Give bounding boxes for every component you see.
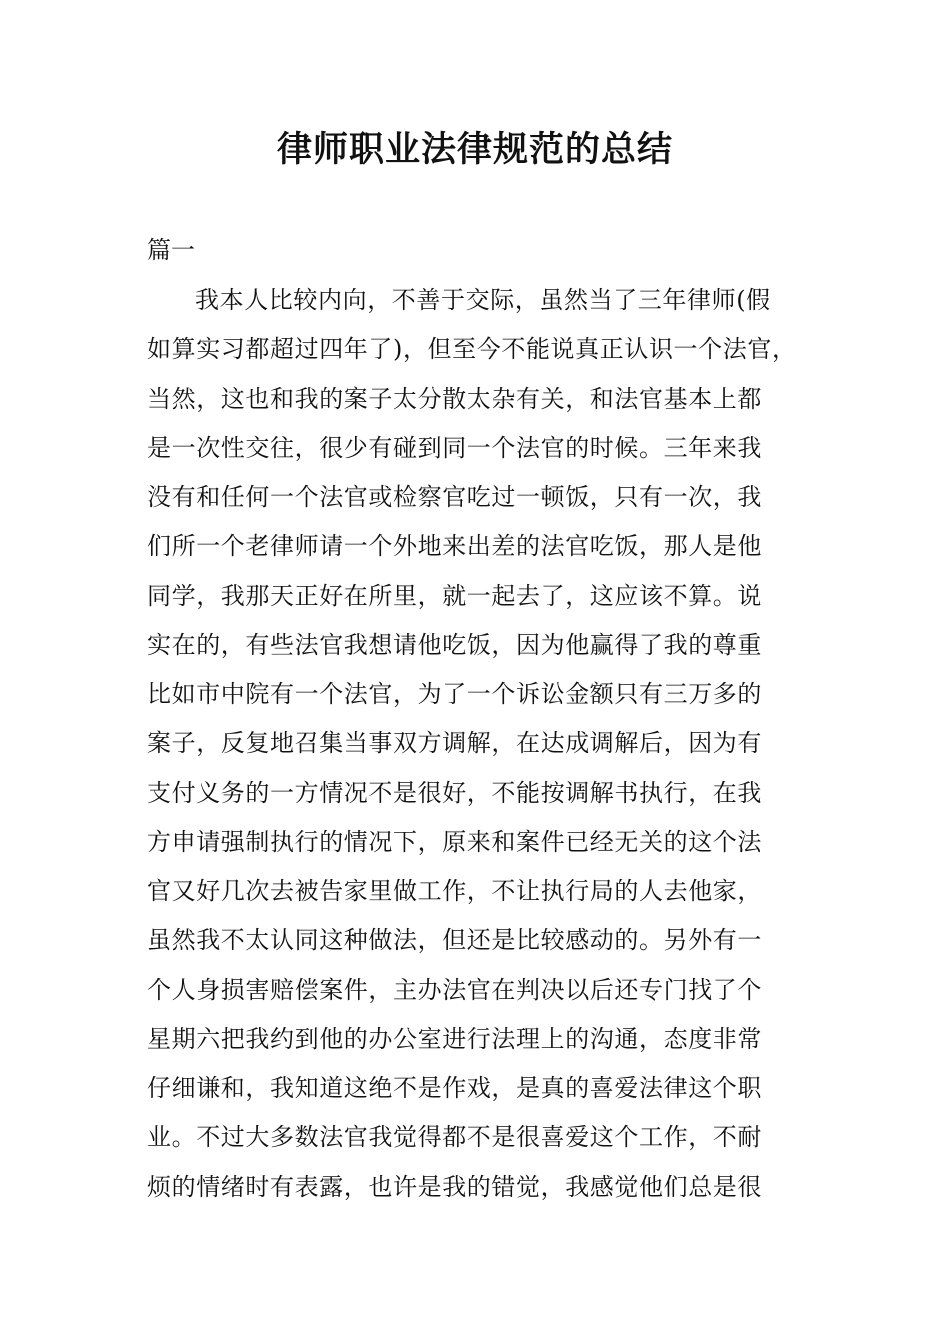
text-line: 星期六把我约到他的办公室进行法理上的沟通，态度非常 [147,1024,762,1053]
text-line: 我本人比较内向，不善于交际，虽然当了三年律师(假 [195,286,771,314]
text-line: 当然，这也和我的案子太分散太杂有关，和法官基本上都 [147,384,762,413]
text-line: 业。不过大多数法官我觉得都不是很喜爱这个工作，不耐 [147,1123,762,1152]
text-line: 仔细谦和，我知道这绝不是作戏，是真的喜爱法律这个职 [147,1074,762,1102]
text-line: 案子，反复地召集当事双方调解，在达成调解后，因为有 [147,729,762,758]
text-line: 如算实习都超过四年了)，但至今不能说真正认识一个法官， [147,335,797,364]
text-line: 没有和任何一个法官或检察官吃过一顿饭，只有一次，我 [147,483,762,511]
section-label: 篇一 [147,236,195,264]
text-line: 个人身损害赔偿案件，主办法官在判决以后还专门找了个 [147,975,762,1004]
text-line: 实在的，有些法官我想请他吃饭，因为他赢得了我的尊重 [147,630,762,659]
text-line: 比如市中院有一个法官，为了一个诉讼金额只有三万多的 [147,680,762,708]
body-text [147,282,817,1218]
text-line: 虽然我不太认同这种做法，但还是比较感动的。另外有一 [147,926,762,955]
document-title: 律师职业法律规范的总结 [276,130,673,170]
text-line: 同学，我那天正好在所里，就一起去了，这应该不算。说 [147,581,762,610]
text-line: 们所一个老律师请一个外地来出差的法官吃饭，那人是他 [147,532,762,561]
text-line: 烦的情绪时有表露，也许是我的错觉，我感觉他们总是很 [147,1172,762,1201]
text-line: 是一次性交往，很少有碰到同一个法官的时候。三年来我 [147,433,762,462]
text-line: 方申请强制执行的情况下，原来和案件已经无关的这个法 [147,827,762,856]
text-line: 支付义务的一方情况不是很好，不能按调解书执行，在我 [147,778,762,807]
text-line: 官又好几次去被告家里做工作，不让执行局的人去他家， [147,877,762,905]
